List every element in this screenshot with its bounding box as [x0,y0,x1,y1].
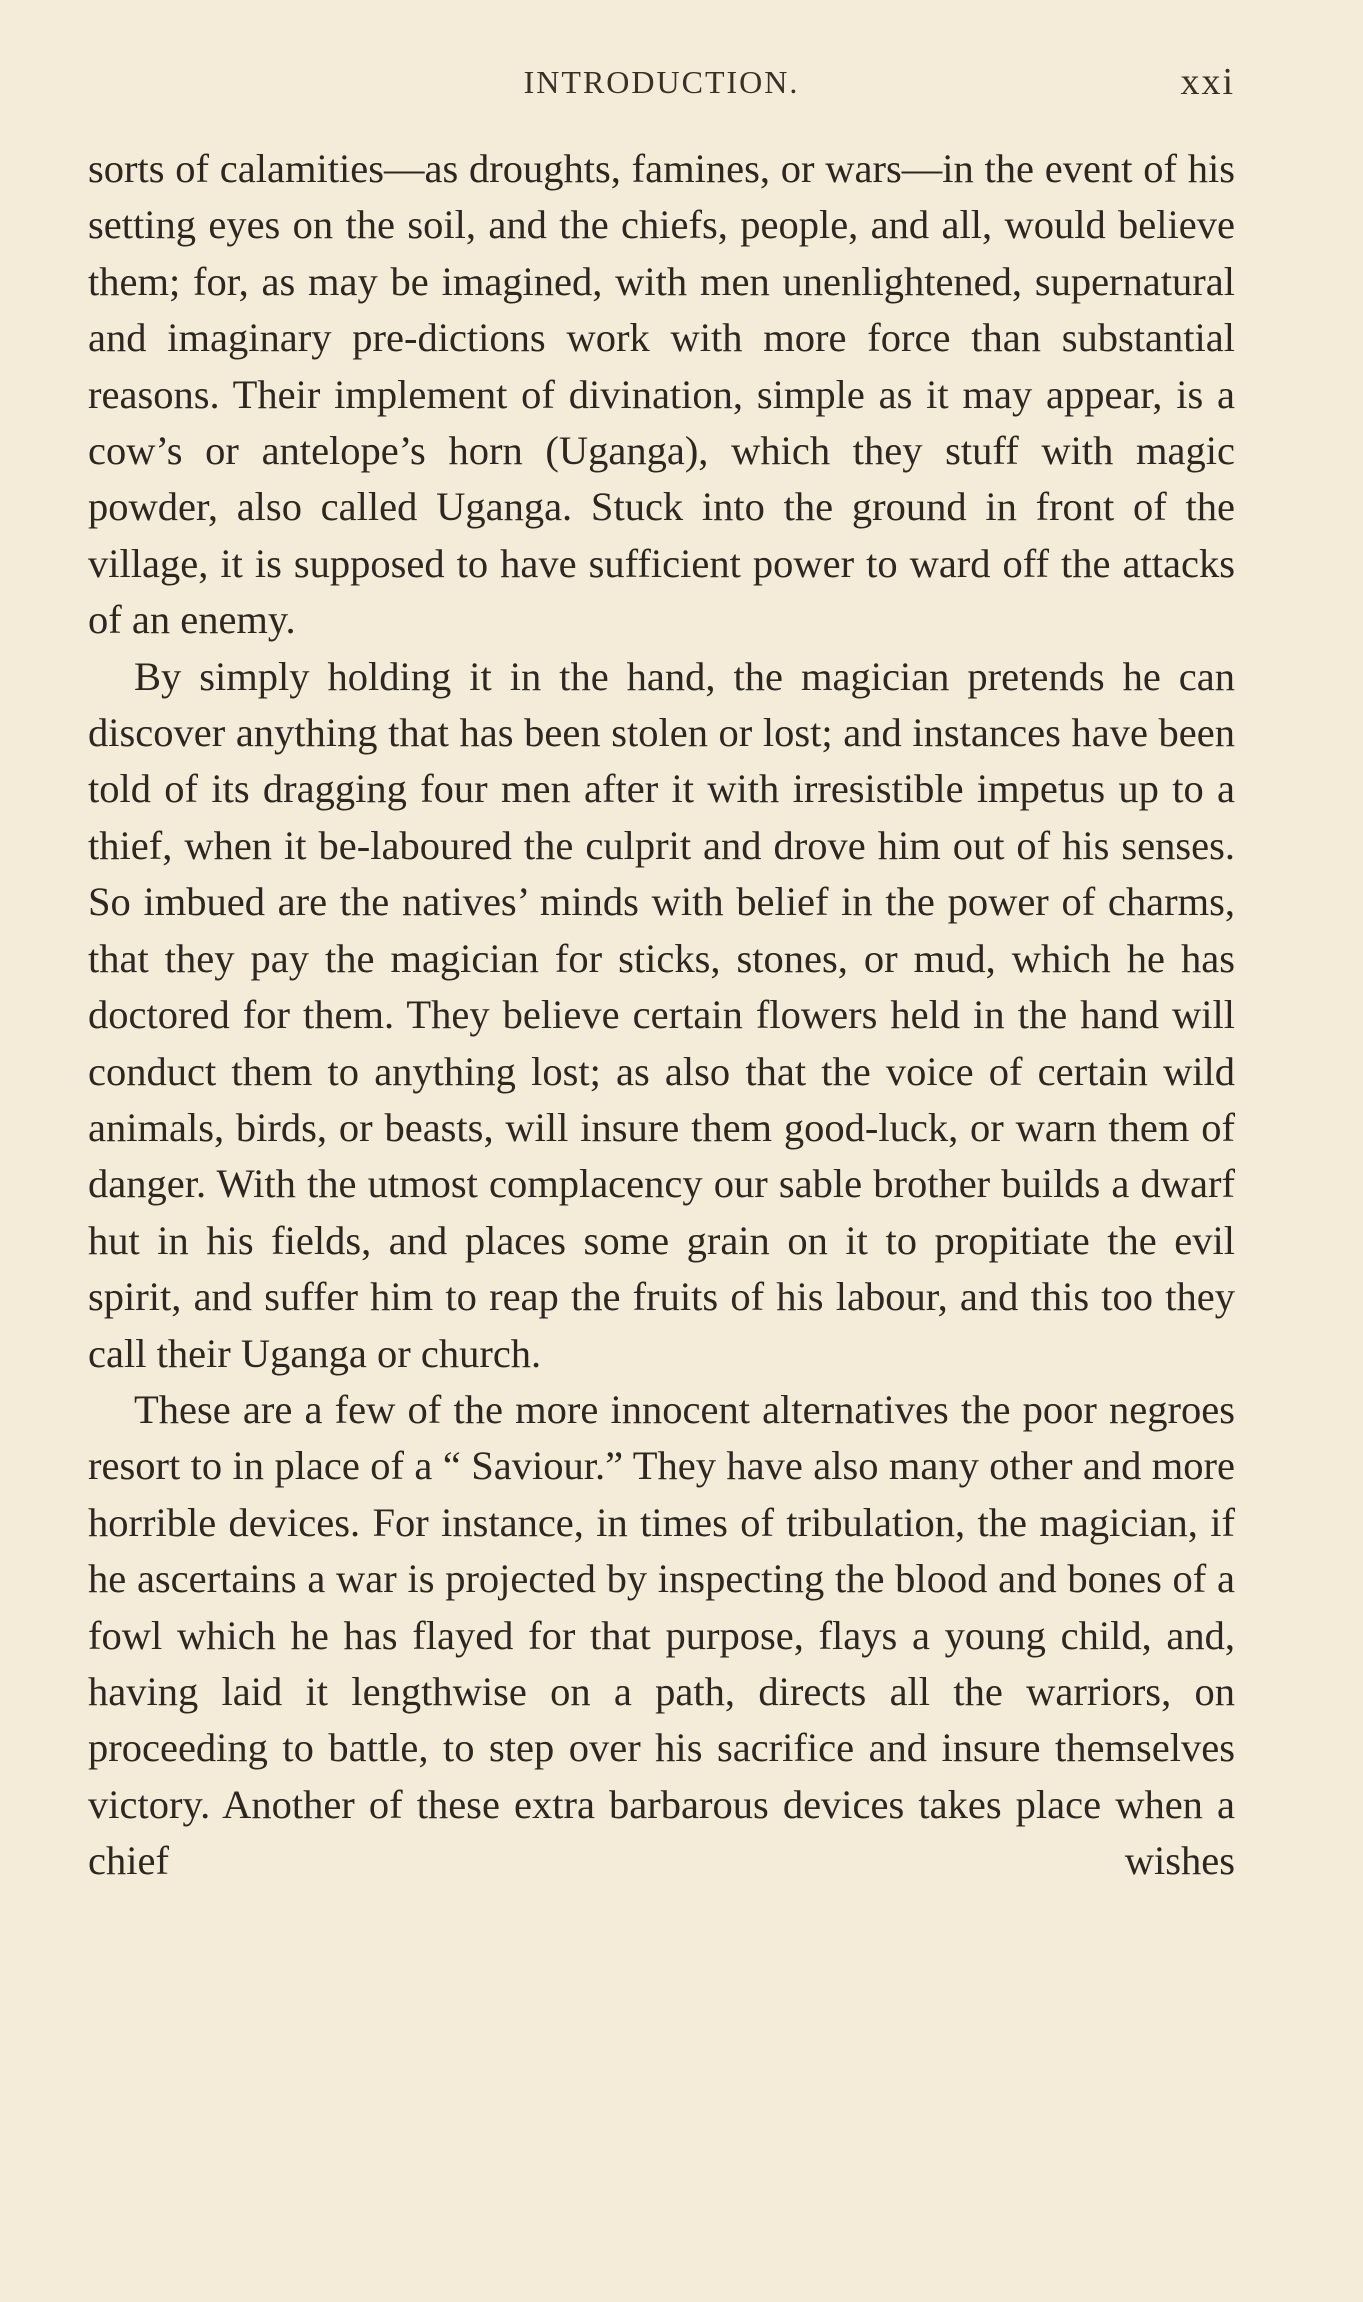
page-number: xxi [1180,61,1235,103]
paragraph-1: sorts of calamities—as droughts, famines, or wars—in the event of his setting eyes on the soil, and the chiefs, people, and all, would believe them; for, as may be imagined, with men unenlightened, supernatural and imaginary pre-dictions work with more force than substantial reasons. Their implement of divination, simple as it may appear, is a cow’s or antelope’s horn (Uganga), which they stuff with magic powder, also called Uganga. Stuck into the ground in front of the village, it is supposed to have sufficient power to ward off the attacks of an enemy. [88,146,1235,643]
running-head [88,60,1235,110]
body-text [88,141,1235,1890]
running-title: INTRODUCTION. [523,64,800,100]
paragraph-3: These are a few of the more innocent alternatives the poor negroes resort to in place of a “ Saviour.” They have also many other and more horrible devices. For instance, in times of tribulation, the magician, if he ascertains a war is projected by inspecting the blood and bones of a fowl which he has flayed for that purpose, flays a young child, and, having laid it lengthwise on a path, directs all the warriors, on proceeding to battle, to step over his sacrifice and insure themselves victory. Another of these extra barbarous devices takes place when a chief wishes [88,1386,1235,1884]
paragraph-2: By simply holding it in the hand, the magician pretends he can discover anything that has been stolen or lost; and instances have been told of its dragging four men after it with irresistible impetus up to a thief, when it be-laboured the culprit and drove him out of his senses. So imbued are the natives’ minds with belief in the power of charms, that they pay the magician for sticks, stones, or mud, which he has doctored for them. They believe certain flowers held in the hand will conduct them to anything lost; as also that the voice of certain wild animals, birds, or beasts, will insure them good-luck, or warn them of danger. With the utmost complacency our sable brother builds a dwarf hut in his fields, and places some grain on it to propitiate the evil spirit, and suffer him to reap the fruits of his labour, and this too they call their Uganga or church. [88,653,1235,1376]
